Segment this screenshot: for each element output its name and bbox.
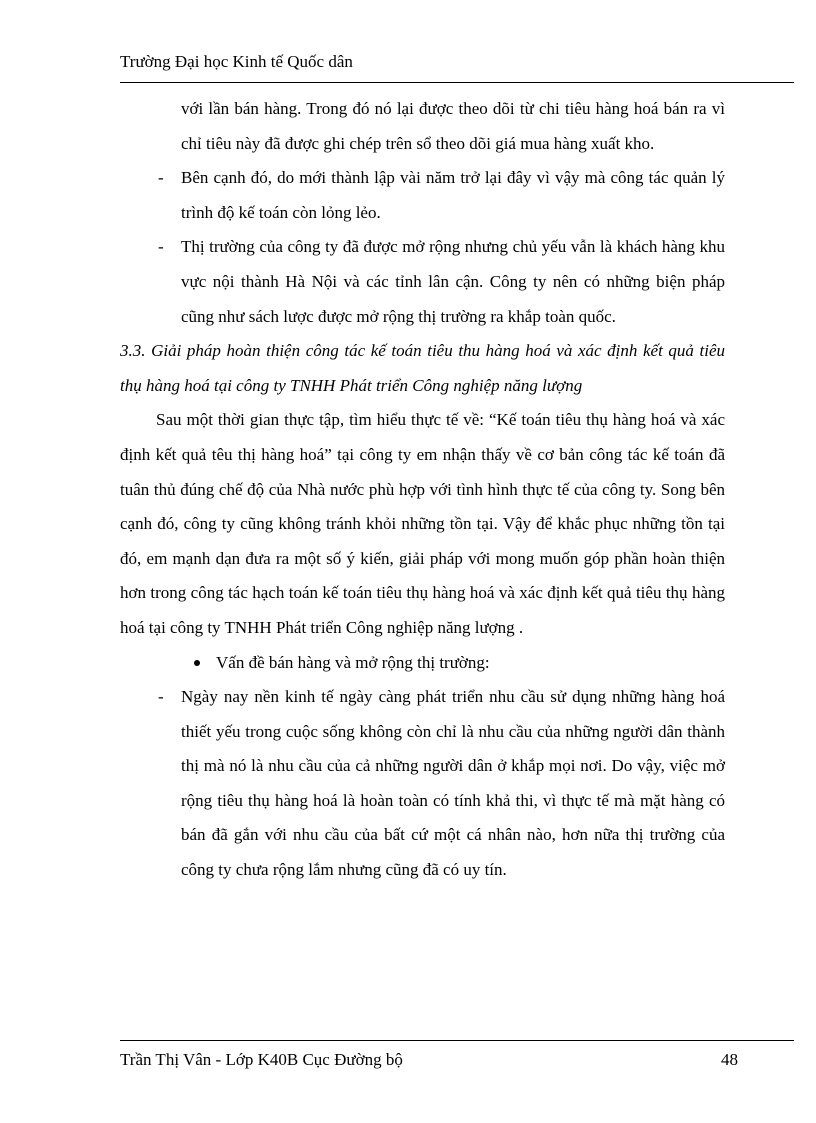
list-item-text: Thị trường của công ty đã được mở rộng nhưng chủ yếu vẫn là khách hàng khu vực nội thành Hà Nội và các tỉnh lân cận. Công ty nên có những biện pháp cũng như sách lược được mở rộng thị trường ra khắp toàn quốc. xyxy=(181,237,725,326)
page-number: 48 xyxy=(721,1050,738,1069)
list-item-text: Bên cạnh đó, do mới thành lập vài năm trở lại đây vì vậy mà công tác quản lý trình độ kế toán còn lỏng lẻo. xyxy=(181,168,725,222)
list-item xyxy=(120,680,725,888)
bullet-item xyxy=(120,646,725,681)
bullet-item-text: Vấn đề bán hàng và mở rộng thị trường: xyxy=(216,652,490,672)
continuation-paragraph: với lần bán hàng. Trong đó nó lại được theo dõi từ chi tiêu hàng hoá bán ra vì chỉ tiêu này đã được ghi chép trên sổ theo dõi giá mua hàng xuất kho. xyxy=(181,99,725,153)
header-rule xyxy=(120,82,794,83)
document-body xyxy=(120,92,725,888)
dash-marker: - xyxy=(158,168,164,188)
dash-marker: - xyxy=(158,687,164,707)
dash-marker: - xyxy=(158,237,164,257)
footer-author: Trần Thị Vân - Lớp K40B Cục Đường bộ xyxy=(120,1050,403,1069)
page-header-title: Trường Đại học Kinh tế Quốc dân xyxy=(120,52,353,71)
section-heading: 3.3. Giải pháp hoàn thiện công tác kế toán tiêu thu hàng hoá và xác định kết quả tiêu thụ hàng hoá tại công ty TNHH Phát triển Công nghiệp năng lượng xyxy=(120,341,725,395)
list-item-text: Ngày nay nền kinh tế ngày càng phát triển nhu cầu sử dụng những hàng hoá thiết yếu trong cuộc sống không còn chỉ là nhu cầu của những người dân thành thị mà nó là nhu cầu của cả những người dân ở khắp mọi nơi. Do vậy, việc mở rộng tiêu thụ hàng hoá là hoàn toàn có tính khả thi, vì thực tế mà mặt hàng có bán đã gắn với nhu cầu của bất cứ một cá nhân nào, hơn nữa thị trường của công ty chưa rộng lắm nhưng cũng đã có uy tín. xyxy=(181,687,725,880)
footer-rule xyxy=(120,1040,794,1041)
bullet-dot-icon xyxy=(194,660,200,666)
list-item xyxy=(120,230,725,334)
list-item xyxy=(120,161,725,230)
intro-paragraph: Sau một thời gian thực tập, tìm hiểu thực tế về: “Kế toán tiêu thụ hàng hoá và xác định kết quả têu thị hàng hoá” tại công ty em nhận thấy về cơ bản công tác kế toán đã tuân thủ đúng chế độ của Nhà nước phù hợp với tình hình thực tế của công ty. Song bên cạnh đó, công ty cũng không tránh khỏi những tồn tại. Vậy để khắc phục những tồn tại đó, em mạnh dạn đưa ra một số ý kiến, giải pháp với mong muốn góp phần hoàn thiện hơn trong công tác hạch toán kế toán tiêu thụ hàng hoá và xác định kết quả tiêu thụ hàng hoá tại công ty TNHH Phát triển Công nghiệp năng lượng . xyxy=(120,410,725,637)
